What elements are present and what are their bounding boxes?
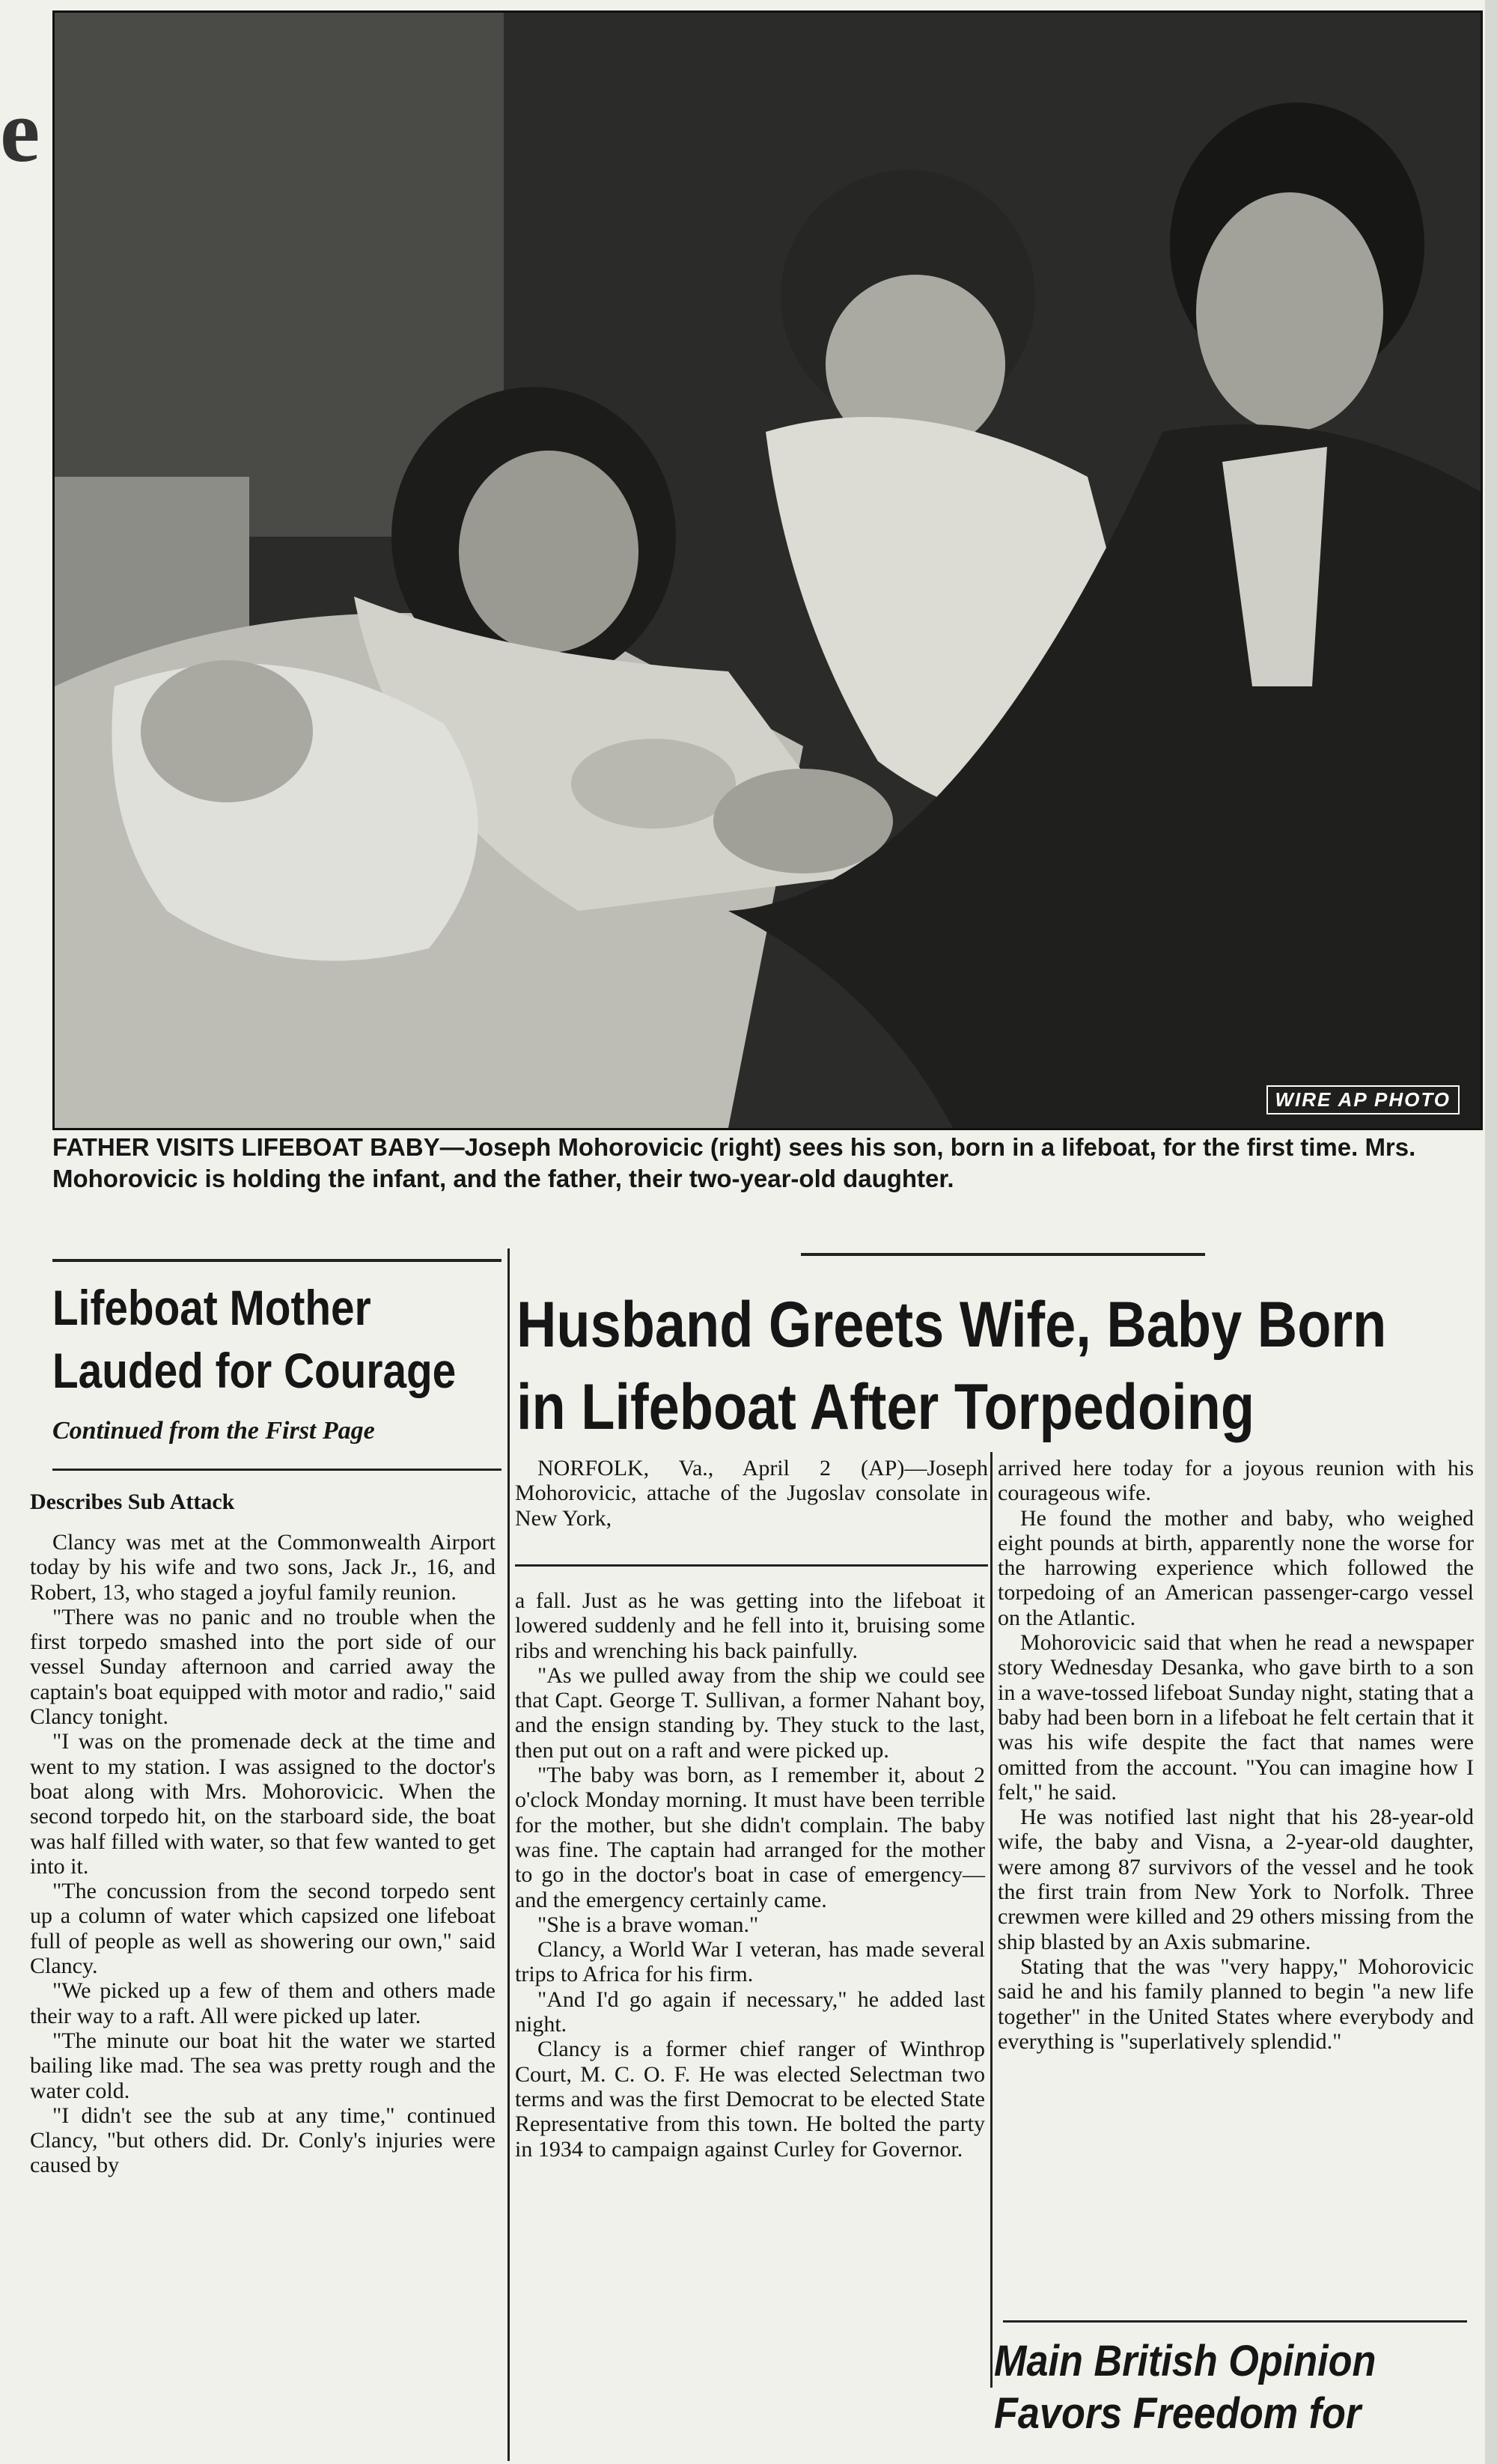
main-headline-line1: Husband Greets Wife, Baby Born xyxy=(516,1289,1387,1361)
main-col2-paragraph: "As we pulled away from the ship we could see that Capt. George T. Sullivan, a former Nahant boy, and the ensign standing by. They stuck to the last, then put out on a raft and were picked up. xyxy=(515,1662,985,1763)
main-col3-paragraph: He found the mother and baby, who weighed eight pounds at birth, apparently none the worse for the harrowing experience which followed the torpedoing of an American passenger-cargo vessel on the Atlantic. xyxy=(998,1505,1474,1630)
lead-paragraph: NORFOLK, Va., April 2 (AP)—Joseph Mohorovicic, attache of the Jugoslav consolate in New York, xyxy=(515,1456,988,1531)
column-divider-2 xyxy=(990,1452,993,2388)
main-col2-paragraph: "And I'd go again if necessary," he added last night. xyxy=(515,1986,985,2037)
main-headline xyxy=(516,1284,1387,1448)
news-photo xyxy=(52,10,1483,1130)
left-subhead: Describes Sub Attack xyxy=(30,1489,235,1514)
right-article-top-rule xyxy=(1003,2320,1467,2323)
main-col3-paragraph: He was notified last night that his 28-year-old wife, the baby and Visna, a 2-year-old daughter, were among 87 survivors of the vessel and he took the first train from New York to Norfolk. Three crewmen were killed and 29 others missing from the ship blasted by an Axis submarine. xyxy=(998,1805,1474,1954)
right-headline-line2: Favors Freedom for xyxy=(994,2389,1362,2438)
left-paragraph: "The concussion from the second torpedo sent up a column of water which capsized one lifeboat full of people as well as showering our own," said Clancy. xyxy=(30,1879,496,1979)
left-paragraph: "I didn't see the sub at any time," continued Clancy, "but others did. Dr. Conly's injuries were caused by xyxy=(30,2102,496,2178)
main-headline-line2: in Lifeboat After Torpedoing xyxy=(516,1371,1255,1443)
right-headline-line1: Main British Opinion xyxy=(994,2337,1376,2385)
family-photo-illustration xyxy=(55,13,1481,1128)
left-paragraph: "We picked up a few of them and others made their way to a raft. All were picked up later. xyxy=(30,1978,496,2028)
main-col3-paragraph: arrived here today for a joyous reunion with his courageous wife. xyxy=(998,1456,1474,1506)
main-col2-paragraph: "She is a brave woman." xyxy=(537,1912,759,1937)
main-article-col2 xyxy=(515,1588,985,2162)
main-col2-paragraph: "The baby was born, as I remember it, about 2 o'clock Monday morning. It must have been terrible for the mother, but she didn't complain. The baby was fine. The captain had arranged for the mother to go in the doctor's boat in case of emergency—and the emergency certainly came. xyxy=(515,1763,985,1912)
left-paragraph: "The minute our boat hit the water we started bailing like mad. The sea was pretty rough and the water cold. xyxy=(30,2028,496,2103)
left-margin-fragments: e xyxy=(0,81,40,180)
kicker-rule xyxy=(52,1469,501,1471)
left-article-body xyxy=(30,1530,496,2178)
left-paragraph: Clancy was met at the Commonwealth Airport today by his wife and two sons, Jack Jr., 16, and Robert, 13, who staged a joyful family reunion. xyxy=(30,1530,496,1605)
column-divider-1 xyxy=(507,1248,510,2461)
photo-caption: FATHER VISITS LIFEBOAT BABY—Joseph Mohorovicic (right) sees his son, born in a lifeboat, for the first time. Mrs. Mohorovicic is holding the infant, and the father, their two-year-old daughter. xyxy=(52,1133,1416,1192)
left-paragraph: "I was on the promenade deck at the time and went to my station. I was assigned to the doctor's boat along with Mrs. Mohorovicic. When the second torpedo hit, on the starboard side, the boat was half filled with water, so that few wanted to get into it. xyxy=(30,1729,496,1879)
left-paragraph: "There was no panic and no trouble when the first torpedo smashed into the port side of our vessel Sunday afternoon and carried away the captain's boat equipped with motor and radio," said Clancy tonight. xyxy=(30,1604,496,1730)
left-headline-line1: Lifeboat Mother xyxy=(52,1280,371,1335)
left-column-top-rule xyxy=(52,1259,501,1262)
left-headline xyxy=(52,1276,457,1402)
left-headline-line2: Lauded for Courage xyxy=(52,1343,457,1398)
main-col3-paragraph: Stating that the was "very happy," Mohorovicic said he and his family planned to begin "a new life together" in the United States where everybody and everything is "superlatively splendid." xyxy=(998,1954,1474,2054)
main-col2-paragraph: a fall. Just as he was getting into the lifeboat it lowered suddenly and he fell into it, bruising some ribs and wrenching his back painfully. xyxy=(515,1588,985,1663)
main-col3-paragraph: Mohorovicic said that when he read a newspaper story Wednesday Desanka, who gave birth to a son in a wave-tossed lifeboat Sunday night, stating that a baby had been born in a lifeboat he felt certain that it was his wife despite the fact that names were omitted from the account. "You can imagine how I felt," he said. xyxy=(998,1630,1474,1805)
main-headline-top-rule xyxy=(801,1253,1205,1256)
right-headline xyxy=(994,2335,1439,2440)
main-col2-paragraph: Clancy is a former chief ranger of Winthrop Court, M. C. O. F. He was elected Selectman two terms and was the first Democrat to be elected State Representative from this town. He bolted the party in 1934 to campaign against Curley for Governor. xyxy=(515,2037,985,2162)
right-edge-strip xyxy=(1485,0,1497,2464)
lead-end-rule xyxy=(515,1564,988,1567)
main-article-col3 xyxy=(998,1456,1474,2054)
continued-kicker: Continued from the First Page xyxy=(52,1417,375,1445)
photo-credit: WIRE AP PHOTO xyxy=(1266,1085,1460,1114)
main-col2-paragraph: Clancy, a World War I veteran, has made several trips to Africa for his firm. xyxy=(515,1937,985,1987)
main-article-lead xyxy=(515,1456,988,1531)
